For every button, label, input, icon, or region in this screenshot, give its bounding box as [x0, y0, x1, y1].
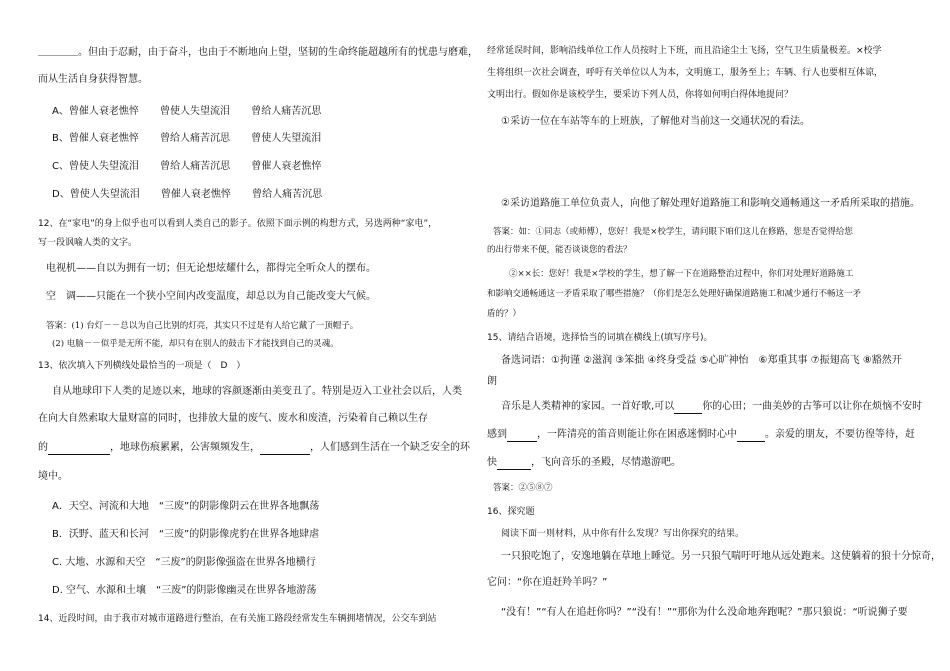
q14-answer-1a: 答案：如：①同志（或师傅），您好！我是×校学生，请问眼下咱们这儿在修路，您是否觉得给您: [493, 227, 853, 237]
q15-answer: 答案：②⑤⑧⑦: [493, 483, 553, 493]
q16-para-line3: “没有！”“有人在追赶你吗？”“没有！”“那你为什么没命地奔跑呢？”那只狼说：“听说狮子要: [501, 607, 908, 618]
q14-answer-1b: 的出行带来不便，能否谈谈您的看法？: [487, 245, 632, 255]
q15-blank-1: [674, 402, 702, 414]
q13-option-a: A．天空、河流和大地 “三废”的阴影像阴云在世界各地飘荡: [52, 501, 320, 512]
q13-blank-2: [260, 443, 310, 455]
q14-line3: 文明出行。假如你是该校学生，要采访下列人员，你将如何明白得体地提问？: [487, 90, 794, 100]
q12-answer-2: (2) 电脑－－似乎是无所不能，却只有在别人的鼓击下才能找到自己的灵魂。: [52, 339, 339, 349]
q13-para-line2: 在向大自然索取大量财富的同时，也排放大量的废气、废水和废渣，污染着自己赖以生存: [38, 413, 428, 424]
q15-para-line1: 音乐是人类精神的家园。一首好歌,可以 你的心田；一曲美妙的古筝可以让你在烦恼不安时: [501, 401, 923, 412]
q12-stem-line2: 写一段讽喻人类的文字。: [38, 238, 138, 248]
q13-option-d: D. 空气、水源和土壤 “三废”的阴影像幽灵在世界各地游荡: [52, 585, 317, 596]
q14-line2: 生将组织一次社会调查，呼吁有关单位以人为本，文明施工，服务至上；车辆、行人也要相互体谅，: [487, 68, 884, 78]
q11-option-c: C、曾使人失望流泪 曾给人痛苦沉思 曾催人衰老憔悴: [52, 161, 322, 172]
q15-words-line2: 朗: [487, 376, 497, 387]
q13-para-line4: 境中。: [38, 471, 68, 482]
q13-stem: 13、依次填入下列横线处最恰当的一项是（ D ）: [38, 361, 246, 371]
q12-example-tv: 电视机——自以为拥有一切；但无论想炫耀什么，都得完全听众人的摆布。: [46, 263, 376, 274]
q13-para-line3: 的 ，地球伤痕累累，公害频频发生， ，人们感到生活在一个缺乏安全的环: [38, 442, 470, 453]
q16-stem: 16、探究题: [487, 507, 535, 517]
q14-sub2: ②采访道路施工单位负责人，向他了解处理好道路施工和影响交通畅通这一矛盾所采取的措施。: [501, 198, 920, 209]
q15-blank-2: [507, 430, 537, 442]
q16-para-line1: 一只狼吃饱了，安逸地躺在草地上睡觉。另一只狼气喘吁吁地从远处跑来。这使躺着的狼十分惊奇，: [501, 551, 941, 562]
q11-tail-line2: 而从生活自身获得智慧。: [38, 74, 148, 85]
q14-sub1: ①采访一位在车站等车的上班族，了解他对当前这一交通状况的看法。: [501, 116, 810, 127]
q13-blank-1: [48, 443, 110, 455]
q14-answer-2a: ②××长：您好！我是×学校的学生，想了解一下在道路整治过程中，你们对处理好道路施工: [509, 269, 854, 279]
q14-answer-2b: 和影响交通畅通这一矛盾采取了哪些措施？（你们是怎么处理好确保道路施工和减少通行不畅这一矛: [487, 289, 862, 299]
q13-option-c: C. 大地、水源和天空 “三废”的阴影像强盗在世界各地横行: [52, 557, 316, 568]
q12-answer-1: 答案：(1) 台灯－－总以为自己比别的灯亮，其实只不过是有人给它戴了一顶帽子。: [46, 321, 359, 331]
q16-intro: 阅读下面一则材料，从中你有什么发现？写出你探究的结果。: [501, 529, 745, 539]
q15-blank-4: [497, 458, 531, 470]
q12-stem-line1: 12、在“家电”的身上似乎也可以看到人类自己的影子。依照下面示例的构想方式，另选两种“家电”，: [38, 219, 438, 229]
q11-tail-line1: ＿＿＿＿。但由于忍耐，由于奋斗，也由于不断地向上望，坚韧的生命终能超越所有的忧患与磨难，: [38, 47, 478, 58]
q11-option-a: A、曾催人衰老憔悴 曾使人失望流泪 曾给人痛苦沉思: [52, 106, 322, 117]
q14-answer-2c: 盾的？）: [487, 309, 522, 319]
q11-option-d: D、曾使人失望流泪 曾催人衰老憔悴 曾给人痛苦沉思: [52, 189, 323, 200]
q15-blank-3: [737, 430, 765, 442]
q13-para-line1: 自从地球印下人类的足迹以来，地球的容颜逐渐由美变丑了。特别是迈入工业社会以后，人类: [52, 386, 462, 397]
q14-line1: 经常延误时间，影响沿线单位工作人员按时上下班，而且沿途尘土飞扬，空气卫生质量极差。×校学: [487, 46, 882, 56]
q15-para-line3: 快 ，飞向音乐的圣殿，尽情遨游吧。: [487, 457, 681, 468]
q11-option-b: B、曾催人衰老憔悴 曾给人痛苦沉思 曾使人失望流泪: [52, 133, 322, 144]
q12-example-ac: 空 调——只能在一个狭小空间内改变温度，却总以为自己能改变大气候。: [46, 291, 376, 302]
q14-stem-start: 14、近段时间，由于我市对城市道路进行整治，在有关施工路段经常发生车辆拥堵情况，公交车到站: [38, 614, 437, 624]
q15-para-line2: 感到 ，一阵清亮的笛音则能让你在困惑迷惘时心中 。亲爱的朋友，不要彷徨等待，赶: [487, 429, 915, 440]
q13-option-b: B．沃野、蓝天和长河 “三废”的阴影像虎豹在世界各地肆虐: [52, 529, 320, 540]
q15-stem: 15、请结合语境，选择恰当的词填在横线上(填写序号)。: [487, 333, 713, 343]
q15-words-line1: 备选词语：①拘谨 ②滋润 ③笨拙 ④终身受益 ⑤心旷神怡 ⑥郑重其事 ⑦振翅高飞 ⑧豁然开: [501, 355, 902, 366]
q16-para-line2: 它问：“你在追赶羚羊吗？”: [487, 577, 608, 588]
